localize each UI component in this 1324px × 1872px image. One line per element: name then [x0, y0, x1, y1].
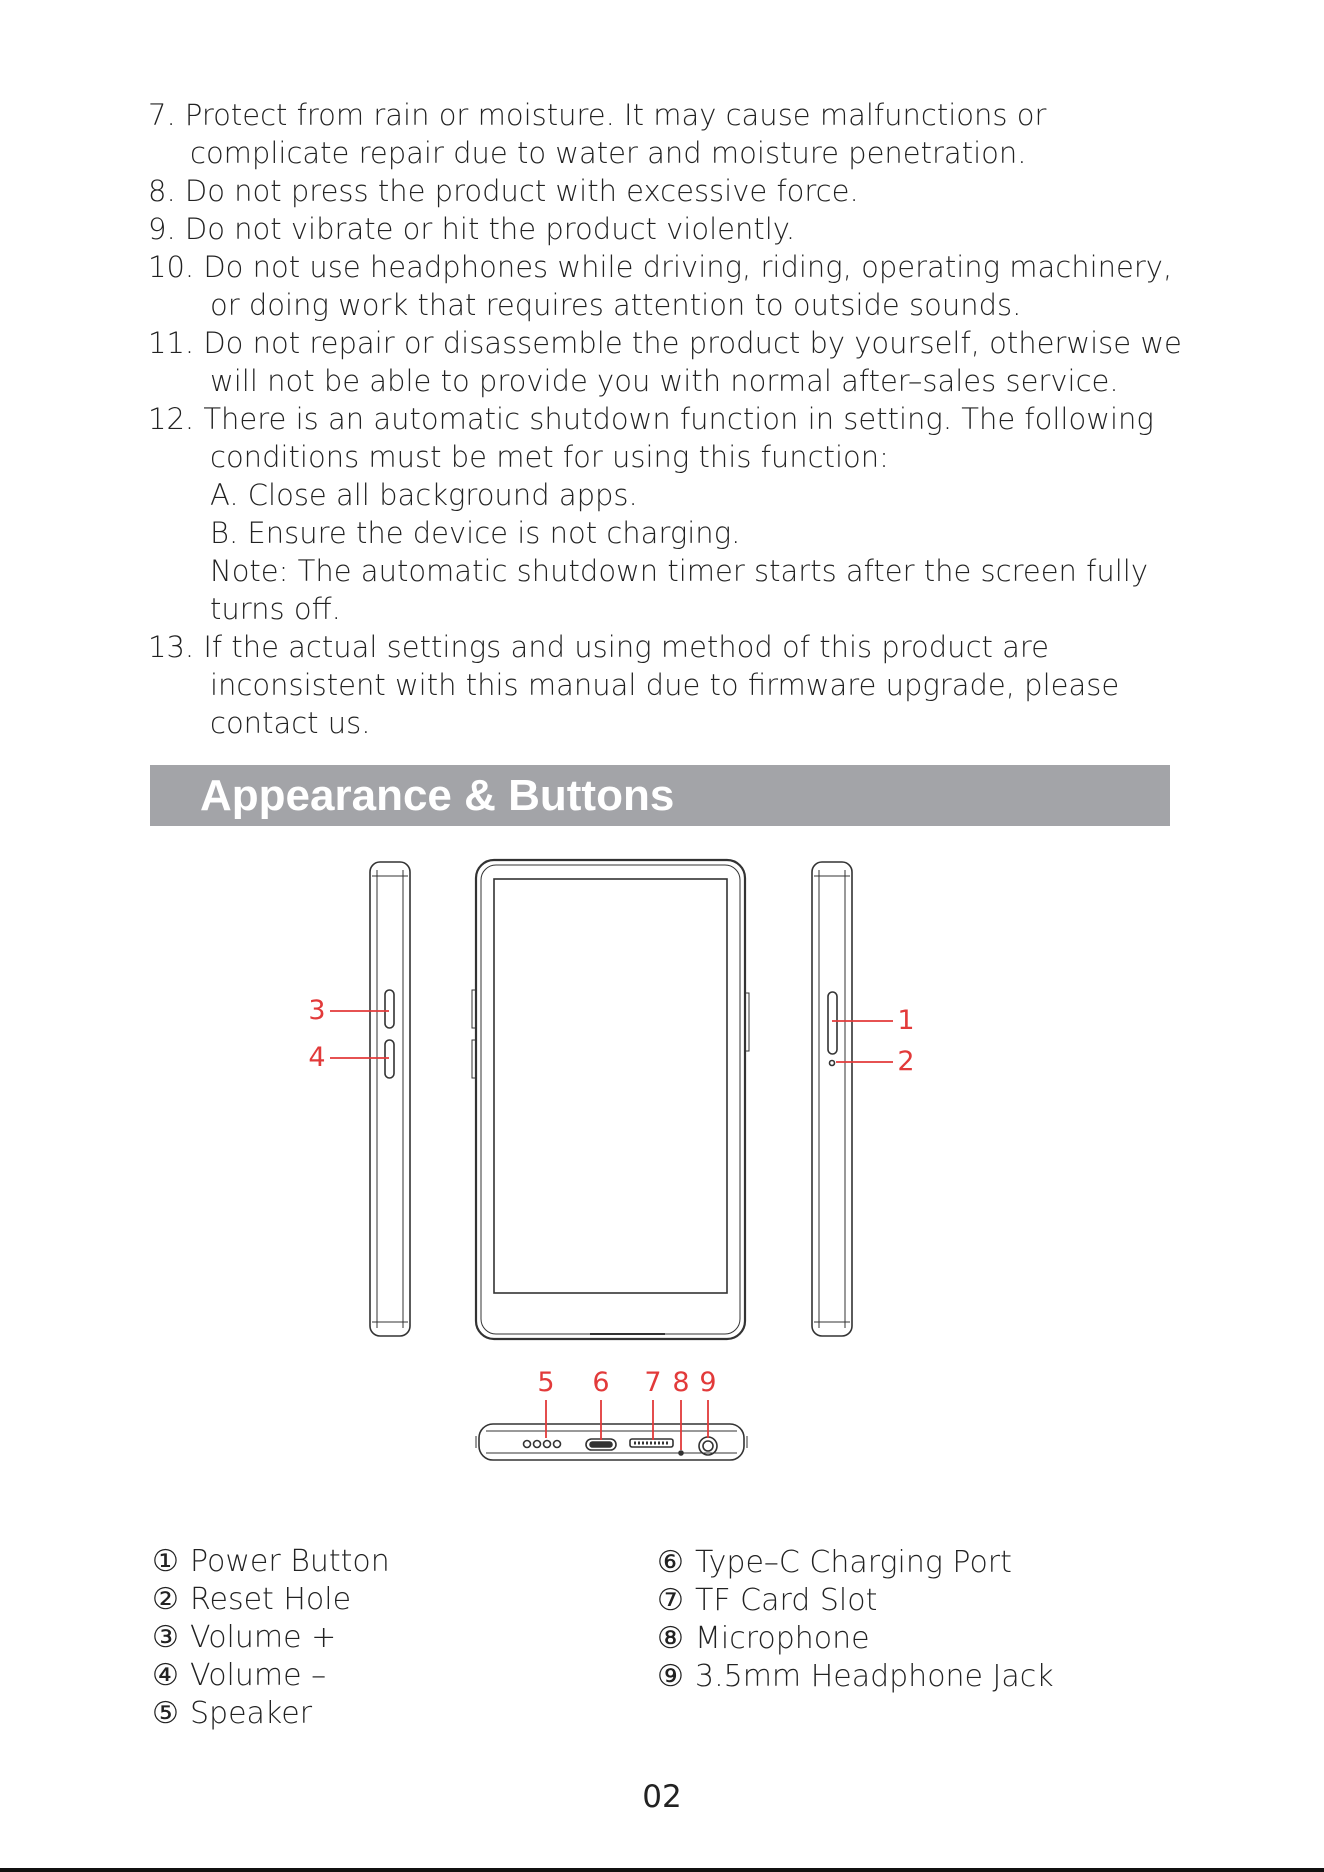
instruction-line: or doing work that requires attention to outside sounds. — [210, 288, 1022, 322]
legend-item-headphone-jack — [657, 1658, 1054, 1696]
callout-5: 5 — [537, 1367, 555, 1398]
instruction-line: turns off. — [210, 592, 341, 626]
volume-down-button-side — [385, 1040, 394, 1078]
callout-2: 2 — [897, 1046, 915, 1077]
instruction-line: 7. Protect from rain or moisture. It may cause malfunctions or — [148, 98, 1047, 132]
instruction-line: complicate repair due to water and moisture penetration. — [190, 136, 1027, 170]
front-view — [472, 860, 749, 1339]
instruction-line: 11. Do not repair or disassemble the product by yourself, otherwise we — [148, 326, 1182, 360]
callout-8: 8 — [672, 1367, 690, 1398]
instruction-line: conditions must be met for using this function: — [210, 440, 889, 474]
legend-item-speaker — [152, 1695, 390, 1733]
legend-item-type-c-port — [657, 1544, 1054, 1582]
legend-number: ⑧ — [657, 1621, 684, 1656]
volume-up-button-side — [385, 990, 394, 1028]
instruction-line: 13. If the actual settings and using method of this product are — [148, 630, 1049, 664]
bottom-rule — [0, 1868, 1324, 1872]
speaker-holes — [524, 1441, 561, 1448]
microphone-hole — [679, 1451, 683, 1455]
screen — [494, 879, 727, 1293]
callout-6: 6 — [592, 1367, 610, 1398]
page-number: 02 — [642, 1779, 682, 1815]
legend-item-volume-down — [152, 1657, 390, 1695]
instruction-line: contact us. — [210, 706, 371, 740]
legend-item-tf-card-slot — [657, 1582, 1054, 1620]
headphone-jack — [699, 1437, 717, 1455]
power-button-side — [828, 992, 837, 1054]
callout-3: 3 — [308, 995, 326, 1026]
section-title: Appearance & Buttons — [200, 771, 675, 820]
instruction-line: 10. Do not use headphones while driving, riding, operating machinery, — [148, 250, 1173, 284]
legend-label: Volume + — [190, 1620, 337, 1655]
instruction-line: will not be able to provide you with normal after–sales service. — [210, 364, 1119, 398]
legend-item-volume-up — [152, 1619, 390, 1657]
callout-7: 7 — [644, 1367, 662, 1398]
instruction-line: Note: The automatic shutdown timer starts after the screen fully — [210, 554, 1149, 588]
callout-leaders — [330, 1011, 893, 1450]
legend-number: ⑨ — [657, 1659, 684, 1694]
callout-9: 9 — [699, 1367, 717, 1398]
legend-item-power-button — [152, 1543, 390, 1581]
legend-item-microphone — [657, 1620, 1054, 1658]
legend-number: ① — [152, 1544, 179, 1579]
legend-number: ② — [152, 1582, 179, 1617]
legend-label: 3.5mm Headphone Jack — [695, 1659, 1054, 1694]
legend-number: ⑦ — [657, 1583, 684, 1618]
legend-label: Speaker — [190, 1696, 313, 1731]
instruction-line: 9. Do not vibrate or hit the product violently. — [148, 212, 796, 246]
legend-number: ⑥ — [657, 1545, 684, 1580]
legend-left-column — [152, 1543, 390, 1733]
legend-number: ④ — [152, 1658, 179, 1693]
legend-number: ③ — [152, 1620, 179, 1655]
instruction-line: 12. There is an automatic shutdown function in setting. The following — [148, 402, 1154, 436]
legend-item-reset-hole — [152, 1581, 390, 1619]
callout-1: 1 — [897, 1005, 915, 1036]
left-side-view — [370, 862, 410, 1336]
legend-label: Microphone — [695, 1621, 870, 1656]
instruction-line: B. Ensure the device is not charging. — [210, 516, 741, 550]
legend-label: TF Card Slot — [695, 1583, 878, 1618]
legend-label: Power Button — [190, 1544, 390, 1579]
legend-label: Reset Hole — [190, 1582, 352, 1617]
legend-label: Type–C Charging Port — [695, 1545, 1012, 1580]
legend-label: Volume – — [190, 1658, 327, 1693]
legend-right-column — [657, 1544, 1054, 1696]
instruction-line: inconsistent with this manual due to firmware upgrade, please — [210, 668, 1120, 702]
callout-4: 4 — [308, 1042, 326, 1073]
instruction-line: 8. Do not press the product with excessive force. — [148, 174, 859, 208]
legend-number: ⑤ — [152, 1696, 179, 1731]
bottom-view — [476, 1424, 747, 1460]
reset-hole — [830, 1061, 835, 1066]
instruction-line: A. Close all background apps. — [210, 478, 638, 512]
right-side-view — [812, 862, 852, 1336]
